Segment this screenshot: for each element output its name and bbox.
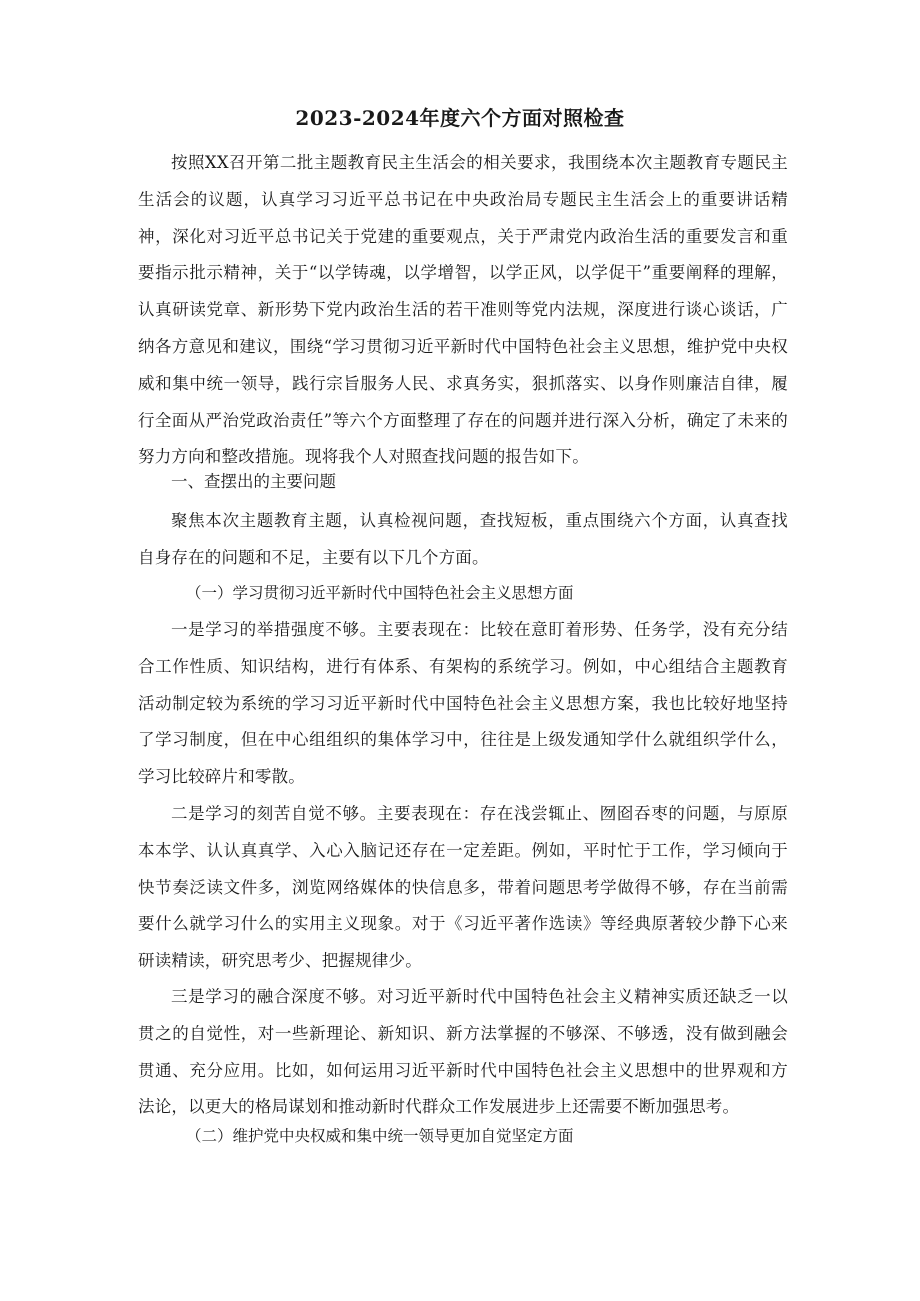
- document-title: 2023-2024年度六个方面对照检查: [295, 106, 625, 130]
- intro-paragraph: 按照XX召开第二批主题教育民主生活会的相关要求，我围绕本次主题教育专题民主生活会的议题，认真学习习近平总书记在中央政治局专题民主生活会上的重要讲话精神，深化对习近平总书记关于党建的重要观点，关于严肃党内政治生活的重要发言和重要指示批示精神，关于“以学铸魂，以学增智，以学正风，以学促干”重要阐释的理解，认真研读党章、新形势下党内政治生活的若干准则等党内法规，深度进行谈心谈话，广纳各方意见和建议，围绕“学习贯彻习近平新时代中国特色社会主义思想，维护党中央权威和集中统一领导，践行宗旨服务人民、求真务实，狠抓落实、以身作则廉洁自律，履行全面从严治党政治责任”等六个方面整理了存在的问题并进行深入分析，确定了未来的努力方向和整改措施。现将我个人对照查找问题的报告如下。: [138, 153, 788, 467]
- subsection-heading-authority: （二）维护党中央权威和集中统一领导更加自觉坚定方面: [186, 1127, 574, 1145]
- paragraph-study-diligence: 二是学习的刻苦自觉不够。主要表现在：存在浅尝辄止、囫囵吞枣的问题，与原原本本学、认认真真学、入心入脑记还存在一定差距。例如，平时忙于工作，学习倾向于快节奏泛读文件多，浏览网络媒体的快信息多，带着问题思考学做得不够，存在当前需要什么就学习什么的实用主义现象。对于《习近平著作选读》等经典原著较少静下心来研读精读，研究思考少、把握规律少。: [138, 804, 788, 971]
- paragraph-study-integration: 三是学习的融合深度不够。对习近平新时代中国特色社会主义精神实质还缺乏一以贯之的自觉性，对一些新理论、新知识、新方法掌握的不够深、不够透，没有做到融会贯通、充分应用。比如，如何运用习近平新时代中国特色社会主义思想中的世界观和方法论，以更大的格局谋划和推动新时代群众工作发展进步上还需要不断加强思考。: [138, 987, 788, 1117]
- section-heading-problems: 一、查摆出的主要问题: [171, 472, 336, 491]
- section-intro-paragraph: 聚焦本次主题教育主题，认真检视问题，查找短板，重点围绕六个方面，认真查找自身存在的问题和不足，主要有以下几个方面。: [138, 511, 788, 567]
- paragraph-study-intensity: 一是学习的举措强度不够。主要表现在：比较在意盯着形势、任务学，没有充分结合工作性质、知识结构，进行有体系、有架构的系统学习。例如，中心组结合主题教育活动制定较为系统的学习习近平新时代中国特色社会主义思想方案，我也比较好地坚持了学习制度，但在中心组组织的集体学习中，往往是上级发通知学什么就组织学什么，学习比较碎片和零散。: [138, 620, 788, 787]
- subsection-heading-study: （一）学习贯彻习近平新时代中国特色社会主义思想方面: [186, 584, 574, 602]
